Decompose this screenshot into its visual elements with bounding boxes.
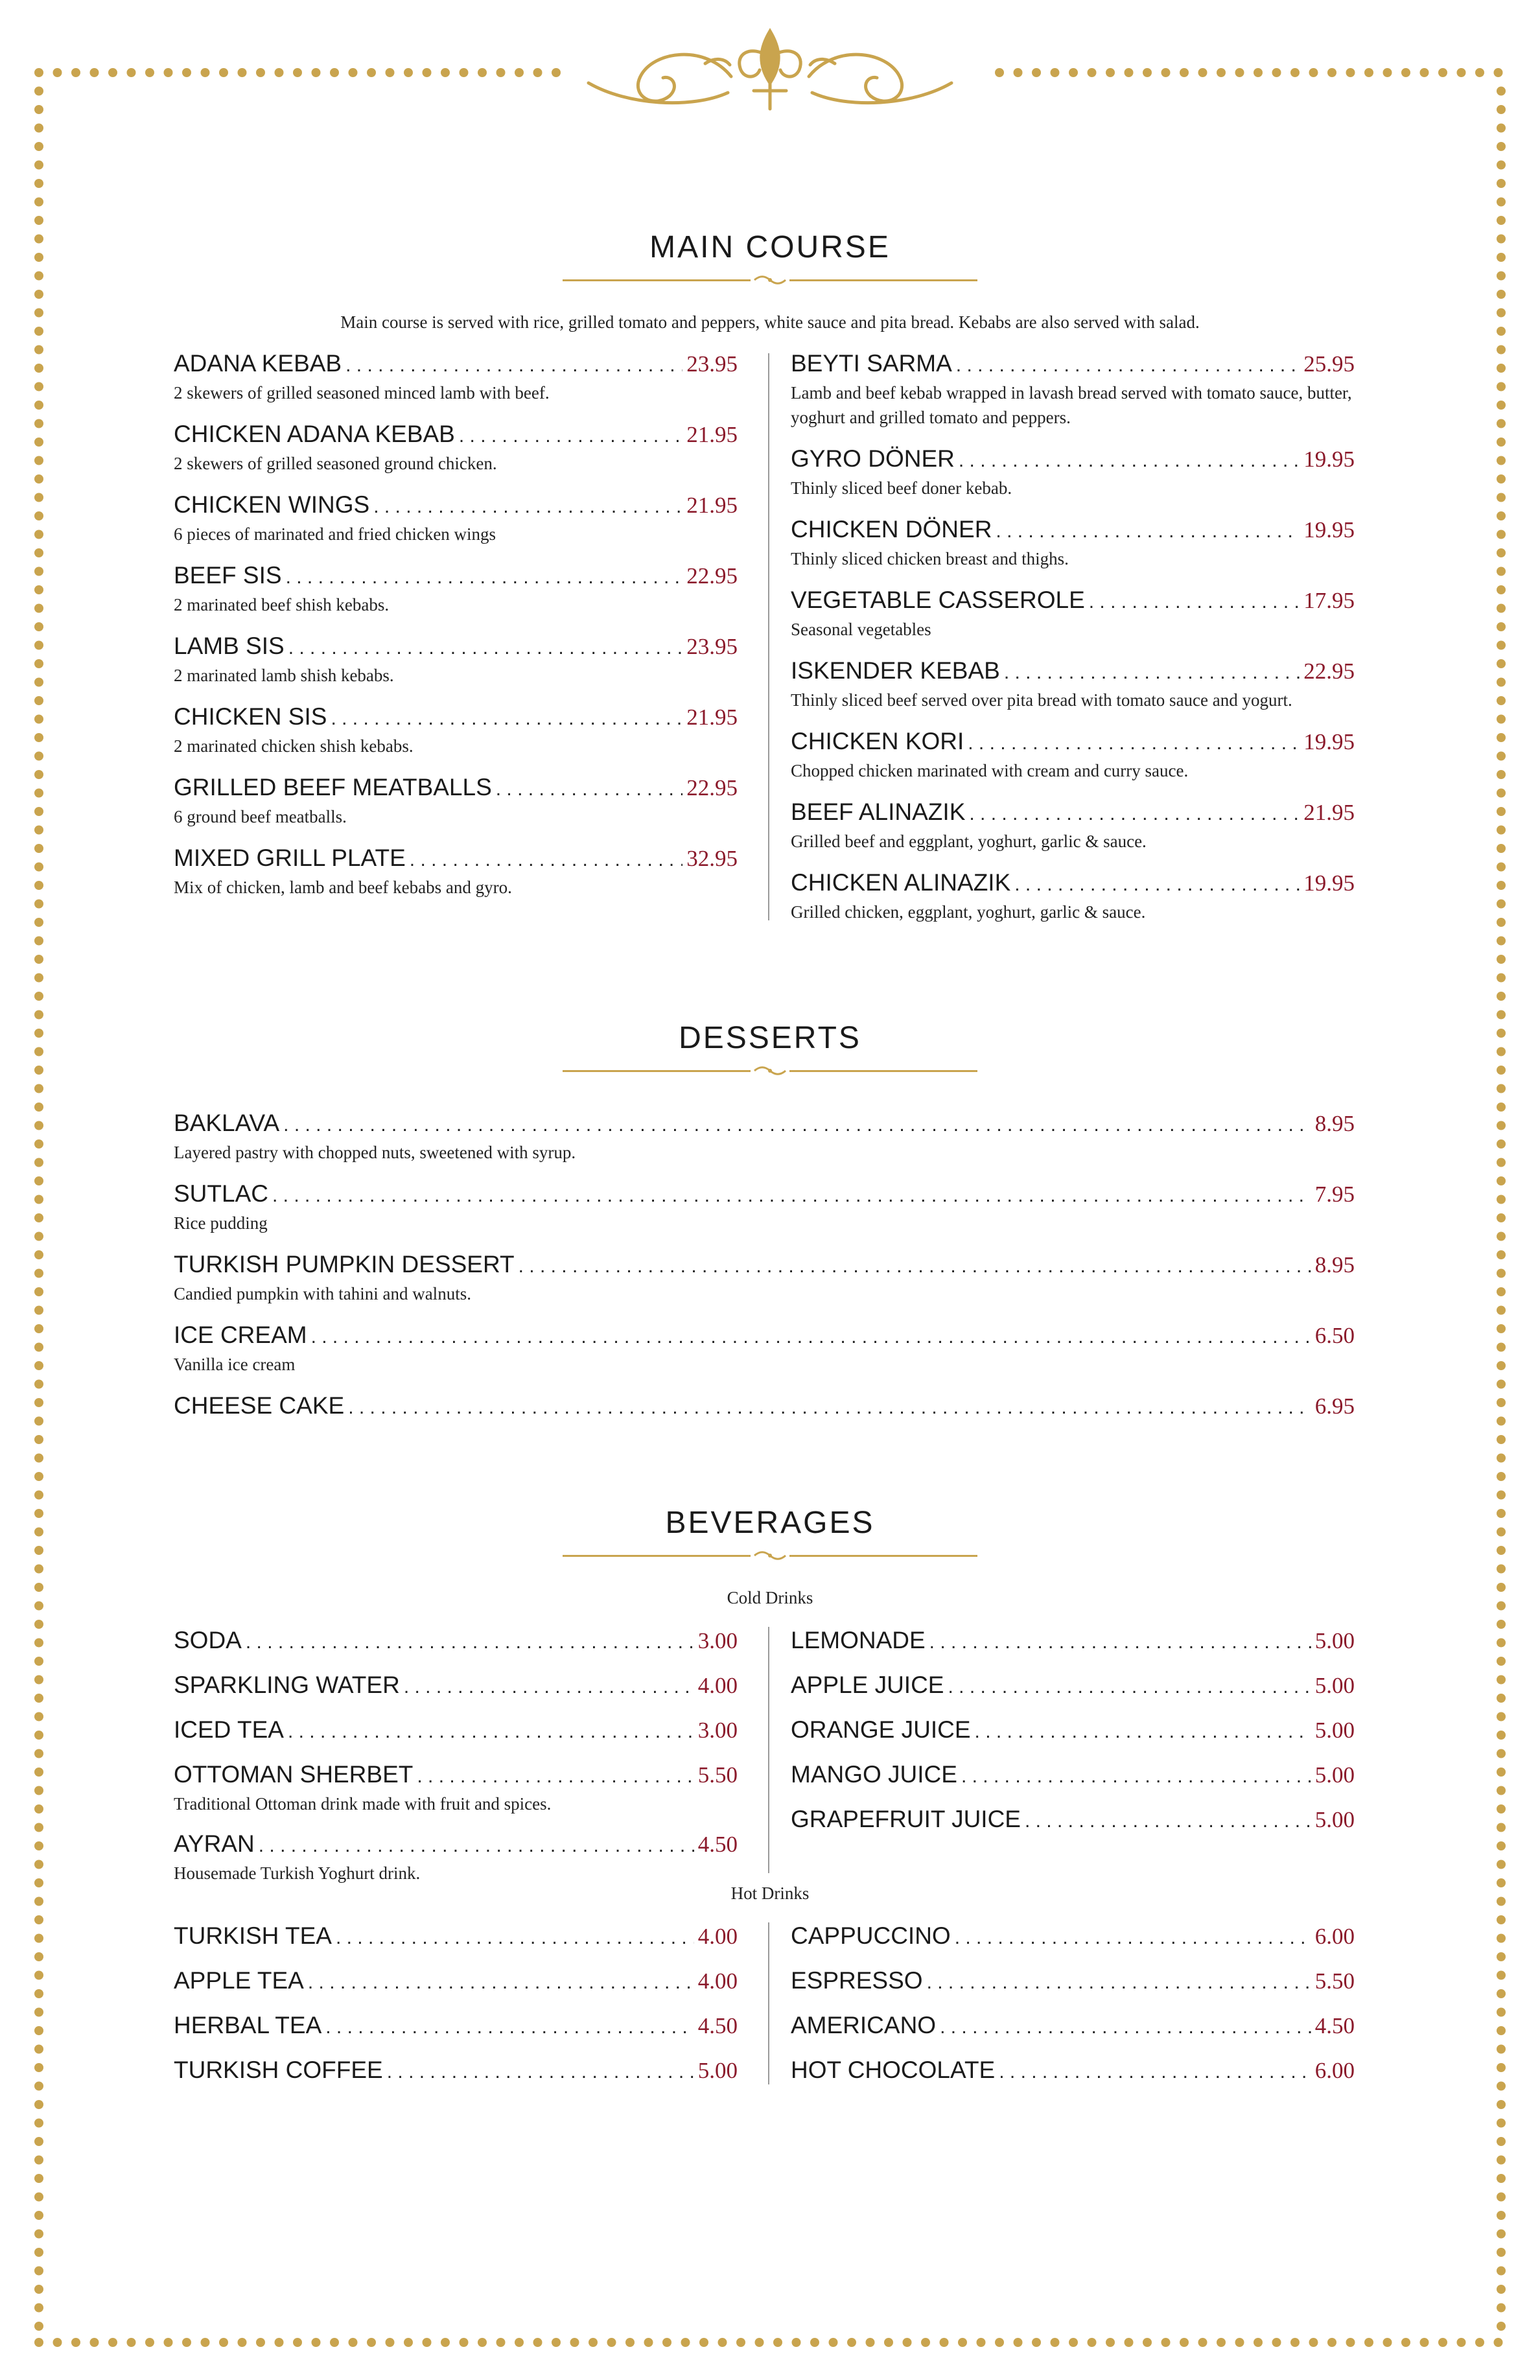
menu-item-row bbox=[791, 656, 1355, 688]
menu-item-name: CHICKEN DÖNER bbox=[791, 516, 992, 542]
scroll-ornament-icon bbox=[752, 1551, 788, 1560]
menu-item-price: 19.95 bbox=[1303, 447, 1355, 472]
beverages-title: BEVERAGES bbox=[665, 1506, 875, 1540]
menu-item-name: GYRO DÖNER bbox=[791, 445, 955, 472]
dot-leader bbox=[308, 1968, 694, 1998]
menu-item-description: Grilled beef and eggplant, yoghurt, garlic & sauce. bbox=[791, 832, 1147, 851]
menu-item bbox=[174, 1108, 1355, 1165]
menu-item bbox=[174, 1179, 1355, 1235]
menu-item-name: SPARKLING WATER bbox=[174, 1672, 400, 1698]
menu-item bbox=[791, 2011, 1355, 2042]
menu-item-name: MANGO JUICE bbox=[791, 1761, 957, 1788]
menu-item-price: 25.95 bbox=[1303, 351, 1355, 377]
dot-leader bbox=[956, 351, 1300, 380]
column-divider bbox=[768, 353, 769, 920]
menu-item bbox=[174, 1921, 738, 1953]
menu-item bbox=[174, 419, 738, 476]
menu-item bbox=[174, 490, 738, 546]
dot-leader bbox=[969, 799, 1300, 829]
menu-item bbox=[791, 656, 1355, 712]
column-divider bbox=[768, 1627, 769, 1873]
menu-item-price: 5.50 bbox=[1314, 1968, 1355, 1994]
menu-item bbox=[791, 1966, 1355, 1998]
menu-item-name: HERBAL TEA bbox=[174, 2012, 322, 2038]
menu-item-row bbox=[174, 1760, 738, 1791]
menu-item-price: 7.95 bbox=[1314, 1182, 1355, 1207]
menu-item-description: 2 marinated lamb shish kebabs. bbox=[174, 666, 394, 685]
menu-item-name: ORANGE JUICE bbox=[791, 1716, 971, 1743]
menu-item-name: SUTLAC bbox=[174, 1180, 268, 1207]
menu-item bbox=[791, 1804, 1355, 1836]
menu-item-row bbox=[174, 1715, 738, 1747]
menu-item bbox=[174, 1391, 1355, 1423]
column-divider bbox=[768, 1922, 769, 2084]
menu-item-row bbox=[791, 797, 1355, 829]
menu-item-row bbox=[791, 1804, 1355, 1836]
dot-leader bbox=[975, 1717, 1311, 1747]
menu-item-name: TURKISH PUMPKIN DESSERT bbox=[174, 1251, 515, 1278]
menu-item-row bbox=[174, 1179, 1355, 1211]
desserts-title: DESSERTS bbox=[679, 1021, 861, 1055]
menu-item-price: 6.50 bbox=[1314, 1323, 1355, 1348]
menu-item-row bbox=[174, 1921, 738, 1953]
dot-leader bbox=[996, 517, 1300, 546]
menu-item-name: TURKISH COFFEE bbox=[174, 2057, 383, 2083]
menu-item bbox=[791, 444, 1355, 500]
dot-leader bbox=[311, 1322, 1311, 1352]
menu-item-description: Lamb and beef kebab wrapped in lavash bread served with tomato sauce, butter, yoghurt and grilled tomato and peppers. bbox=[791, 383, 1352, 427]
main-course-right-column bbox=[791, 349, 1355, 924]
menu-item bbox=[174, 843, 738, 900]
menu-item-price: 21.95 bbox=[1303, 800, 1355, 825]
menu-item-price: 5.00 bbox=[697, 2058, 738, 2083]
menu-item-price: 4.00 bbox=[697, 1924, 738, 1949]
dot-leader bbox=[961, 1762, 1311, 1791]
dot-leader bbox=[929, 1628, 1311, 1657]
menu-item-row bbox=[791, 2055, 1355, 2087]
menu-item-row bbox=[791, 1760, 1355, 1791]
dot-leader bbox=[1004, 658, 1300, 688]
menu-item-name: GRILLED BEEF MEATBALLS bbox=[174, 774, 492, 800]
menu-item bbox=[791, 727, 1355, 783]
hot-drinks-left-column bbox=[174, 1921, 738, 2087]
menu-item-row bbox=[791, 585, 1355, 617]
dot-leader bbox=[345, 351, 682, 380]
menu-item bbox=[174, 2011, 738, 2042]
menu-item bbox=[791, 1670, 1355, 1702]
dot-leader bbox=[246, 1628, 694, 1657]
menu-item-name: CHICKEN SIS bbox=[174, 703, 327, 730]
dot-leader bbox=[283, 1110, 1311, 1140]
dot-leader bbox=[404, 1672, 694, 1702]
dot-leader bbox=[940, 2012, 1311, 2042]
menu-item-name: CHEESE CAKE bbox=[174, 1392, 345, 1419]
menu-item bbox=[174, 773, 738, 829]
menu-item bbox=[791, 868, 1355, 924]
menu-item-description: 2 marinated beef shish kebabs. bbox=[174, 595, 390, 614]
menu-item-name: VEGETABLE CASSEROLE bbox=[791, 587, 1085, 613]
menu-item bbox=[174, 631, 738, 688]
dot-leader bbox=[927, 1968, 1311, 1998]
menu-item-name: SODA bbox=[174, 1627, 242, 1653]
menu-item-description: Candied pumpkin with tahini and walnuts. bbox=[174, 1284, 471, 1303]
menu-item-description: 2 marinated chicken shish kebabs. bbox=[174, 736, 414, 756]
menu-item-name: BEEF SIS bbox=[174, 562, 282, 589]
menu-item bbox=[174, 1670, 738, 1702]
menu-item-name: CHICKEN ADANA KEBAB bbox=[174, 421, 455, 447]
main-course-intro: Main course is served with rice, grilled tomato and peppers, white sauce and pita bread. Kebabs are also served with salad. bbox=[340, 312, 1200, 332]
menu-item-row bbox=[174, 1320, 1355, 1352]
dot-leader bbox=[496, 775, 682, 804]
hot-drinks-right-column bbox=[791, 1921, 1355, 2087]
dot-leader bbox=[325, 2012, 694, 2042]
menu-item-name: AYRAN bbox=[174, 1830, 255, 1857]
menu-item-row bbox=[174, 1670, 738, 1702]
menu-item-price: 23.95 bbox=[686, 634, 738, 659]
menu-item bbox=[174, 561, 738, 617]
title-divider bbox=[563, 274, 977, 286]
menu-item-price: 4.00 bbox=[697, 1968, 738, 1994]
menu-item-row bbox=[174, 2011, 738, 2042]
menu-item-row bbox=[174, 1250, 1355, 1281]
menu-item-row bbox=[791, 1966, 1355, 1998]
menu-item-price: 22.95 bbox=[686, 563, 738, 589]
menu-item-name: MIXED GRILL PLATE bbox=[174, 845, 406, 871]
menu-item-row bbox=[791, 1715, 1355, 1747]
menu-item bbox=[791, 1715, 1355, 1747]
menu-item bbox=[174, 1626, 738, 1657]
menu-item-price: 21.95 bbox=[686, 422, 738, 447]
dot-leader bbox=[288, 1717, 694, 1747]
menu-item-row bbox=[174, 702, 738, 734]
menu-item-price: 5.00 bbox=[1314, 1673, 1355, 1698]
menu-item bbox=[791, 797, 1355, 854]
menu-item-name: BEYTI SARMA bbox=[791, 350, 952, 377]
dot-leader bbox=[1089, 587, 1300, 617]
menu-item-price: 6.00 bbox=[1314, 1924, 1355, 1949]
menu-item-description: Mix of chicken, lamb and beef kebabs and gyro. bbox=[174, 878, 512, 897]
cold-drinks-right-column bbox=[791, 1626, 1355, 1836]
menu-item-name: AMERICANO bbox=[791, 2012, 937, 2038]
dot-leader bbox=[948, 1672, 1311, 1702]
dot-leader bbox=[999, 2057, 1311, 2087]
menu-item-name: GRAPEFRUIT JUICE bbox=[791, 1806, 1021, 1832]
menu-item bbox=[174, 1320, 1355, 1377]
menu-item-row bbox=[174, 1829, 738, 1861]
menu-item-description: Thinly sliced beef doner kebab. bbox=[791, 478, 1012, 498]
dot-leader bbox=[955, 1923, 1311, 1953]
dot-leader bbox=[1025, 1806, 1311, 1836]
menu-item bbox=[791, 1921, 1355, 1953]
cold-drinks-label: Cold Drinks bbox=[727, 1588, 813, 1607]
menu-item-name: CHICKEN WINGS bbox=[174, 491, 370, 518]
menu-item bbox=[791, 515, 1355, 571]
menu-item-row bbox=[791, 868, 1355, 900]
menu-item-row bbox=[791, 515, 1355, 546]
menu-item-row bbox=[791, 1921, 1355, 1953]
menu-item-price: 23.95 bbox=[686, 351, 738, 377]
menu-item-name: HOT CHOCOLATE bbox=[791, 2057, 996, 2083]
menu-item-row bbox=[174, 1966, 738, 1998]
menu-item-name: BAKLAVA bbox=[174, 1110, 280, 1136]
menu-item bbox=[791, 2055, 1355, 2087]
menu-item-name: BEEF ALINAZIK bbox=[791, 799, 966, 825]
hot-drinks-label: Hot Drinks bbox=[730, 1884, 810, 1903]
menu-item-price: 8.95 bbox=[1314, 1111, 1355, 1136]
menu-item-price: 4.50 bbox=[697, 1832, 738, 1857]
menu-item-price: 8.95 bbox=[1314, 1252, 1355, 1278]
menu-item-description: Vanilla ice cream bbox=[174, 1355, 296, 1374]
dot-leader bbox=[259, 1831, 694, 1861]
desserts-section bbox=[0, 1018, 1540, 1077]
menu-item-name: CAPPUCCINO bbox=[791, 1922, 951, 1949]
menu-item-description: Thinly sliced beef served over pita bread with tomato sauce and yogurt. bbox=[791, 690, 1292, 710]
menu-item-price: 5.00 bbox=[1314, 1807, 1355, 1832]
title-divider bbox=[563, 1549, 977, 1562]
dot-leader bbox=[1014, 870, 1300, 900]
menu-item-name: CHICKEN KORI bbox=[791, 728, 964, 754]
menu-item-name: ADANA KEBAB bbox=[174, 350, 342, 377]
menu-item-description: Chopped chicken marinated with cream and curry sauce. bbox=[791, 761, 1189, 780]
menu-item bbox=[174, 702, 738, 758]
menu-item-price: 3.00 bbox=[697, 1718, 738, 1743]
menu-item-row bbox=[174, 1391, 1355, 1423]
menu-item-description: Housemade Turkish Yoghurt drink. bbox=[174, 1863, 421, 1883]
menu-item-row bbox=[174, 561, 738, 592]
menu-item-name: APPLE TEA bbox=[174, 1967, 304, 1994]
cold-drinks-left-column bbox=[174, 1626, 738, 1885]
menu-item-row bbox=[174, 1108, 1355, 1140]
menu-item bbox=[174, 1760, 738, 1816]
dot-leader bbox=[336, 1923, 694, 1953]
menu-item-name: ICE CREAM bbox=[174, 1322, 307, 1348]
dot-leader bbox=[288, 633, 683, 663]
menu-item bbox=[174, 2055, 738, 2087]
menu-item-row bbox=[174, 2055, 738, 2087]
dot-leader bbox=[959, 446, 1300, 476]
menu-item-row bbox=[791, 1626, 1355, 1657]
menu-item-price: 17.95 bbox=[1303, 588, 1355, 613]
menu-item-description: 2 skewers of grilled seasoned ground chicken. bbox=[174, 454, 497, 473]
main-course-section bbox=[0, 227, 1540, 332]
menu-item-price: 21.95 bbox=[686, 493, 738, 518]
menu-item-name: LAMB SIS bbox=[174, 633, 285, 659]
menu-item-price: 4.00 bbox=[697, 1673, 738, 1698]
menu-item-price: 5.00 bbox=[1314, 1762, 1355, 1788]
menu-item-description: Grilled chicken, eggplant, yoghurt, garlic & sauce. bbox=[791, 902, 1146, 922]
dot-leader bbox=[387, 2057, 694, 2087]
menu-item-row bbox=[174, 1626, 738, 1657]
scroll-ornament-icon bbox=[752, 275, 788, 285]
beverages-section bbox=[0, 1502, 1540, 1562]
dot-leader bbox=[286, 563, 683, 592]
menu-item bbox=[791, 1760, 1355, 1791]
menu-item-price: 19.95 bbox=[1303, 517, 1355, 542]
menu-item-price: 6.95 bbox=[1314, 1394, 1355, 1419]
menu-item-description: Rice pudding bbox=[174, 1213, 268, 1233]
menu-item-price: 6.00 bbox=[1314, 2058, 1355, 2083]
desserts-list bbox=[174, 1108, 1355, 1423]
menu-item-name: ISKENDER KEBAB bbox=[791, 657, 1000, 684]
title-divider bbox=[563, 1064, 977, 1077]
menu-item-price: 22.95 bbox=[1303, 659, 1355, 684]
menu-item bbox=[791, 349, 1355, 430]
menu-item-description: Traditional Ottoman drink made with fruit and spices. bbox=[174, 1794, 552, 1814]
menu-item bbox=[791, 1626, 1355, 1657]
menu-item-row bbox=[791, 1670, 1355, 1702]
menu-item-price: 32.95 bbox=[686, 846, 738, 871]
dot-leader bbox=[373, 492, 682, 522]
menu-item-name: ICED TEA bbox=[174, 1716, 284, 1743]
menu-item-description: Layered pastry with chopped nuts, sweetened with syrup. bbox=[174, 1143, 576, 1162]
menu-item-price: 5.00 bbox=[1314, 1718, 1355, 1743]
menu-item-row bbox=[791, 349, 1355, 380]
menu-item-name: OTTOMAN SHERBET bbox=[174, 1761, 414, 1788]
dot-leader bbox=[417, 1762, 694, 1791]
menu-item-row bbox=[791, 2011, 1355, 2042]
menu-item-price: 4.50 bbox=[697, 2013, 738, 2038]
menu-item bbox=[174, 349, 738, 405]
dot-leader bbox=[968, 729, 1300, 758]
main-course-left-column bbox=[174, 349, 738, 900]
menu-item-name: TURKISH TEA bbox=[174, 1922, 332, 1949]
menu-item-row bbox=[174, 490, 738, 522]
menu-item-row bbox=[174, 419, 738, 451]
menu-item-price: 19.95 bbox=[1303, 729, 1355, 754]
menu-item-description: Seasonal vegetables bbox=[791, 620, 931, 639]
menu-item-price: 4.50 bbox=[1314, 2013, 1355, 2038]
menu-item-price: 5.50 bbox=[697, 1762, 738, 1788]
fleur-de-lis-scroll-icon bbox=[576, 18, 964, 122]
menu-item-price: 21.95 bbox=[686, 705, 738, 730]
menu-item bbox=[174, 1829, 738, 1885]
menu-item bbox=[174, 1715, 738, 1747]
menu-item-row bbox=[791, 444, 1355, 476]
menu-item-name: APPLE JUICE bbox=[791, 1672, 944, 1698]
menu-item-description: 6 ground beef meatballs. bbox=[174, 807, 347, 826]
menu-item-description: 6 pieces of marinated and fried chicken wings bbox=[174, 524, 496, 544]
menu-item-price: 19.95 bbox=[1303, 870, 1355, 896]
menu-item-price: 5.00 bbox=[1314, 1628, 1355, 1653]
dot-leader bbox=[459, 421, 682, 451]
dot-leader bbox=[519, 1252, 1311, 1281]
menu-item-row bbox=[174, 631, 738, 663]
menu-item bbox=[174, 1250, 1355, 1306]
dot-leader bbox=[410, 845, 682, 875]
menu-item bbox=[791, 585, 1355, 642]
dot-leader bbox=[272, 1181, 1311, 1211]
menu-item-name: ESPRESSO bbox=[791, 1967, 923, 1994]
menu-item-description: 2 skewers of grilled seasoned minced lamb with beef. bbox=[174, 383, 550, 402]
main-course-title: MAIN COURSE bbox=[649, 230, 891, 264]
menu-item-name: CHICKEN ALINAZIK bbox=[791, 869, 1011, 896]
menu-item-description: Thinly sliced chicken breast and thighs. bbox=[791, 549, 1069, 568]
scroll-ornament-icon bbox=[752, 1066, 788, 1075]
menu-item-price: 22.95 bbox=[686, 775, 738, 800]
menu-item-row bbox=[174, 843, 738, 875]
menu-item-name: LEMONADE bbox=[791, 1627, 926, 1653]
menu-item-row bbox=[174, 773, 738, 804]
menu-item-row bbox=[791, 727, 1355, 758]
menu-item-price: 3.00 bbox=[697, 1628, 738, 1653]
menu-item bbox=[174, 1966, 738, 1998]
dot-leader bbox=[348, 1393, 1311, 1423]
dot-leader bbox=[331, 704, 682, 734]
menu-item-row bbox=[174, 349, 738, 380]
